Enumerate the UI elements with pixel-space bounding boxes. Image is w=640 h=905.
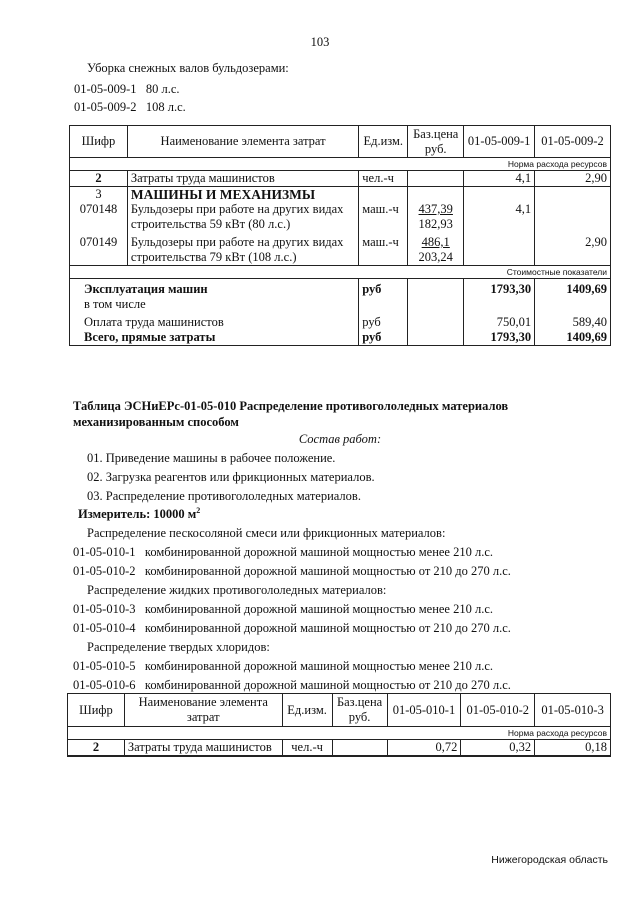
cell-v1: 0,72 bbox=[387, 740, 461, 757]
price-value: 437,39 bbox=[418, 202, 453, 216]
code-desc: комбинированной дорожной машиной мощностью от 210 до 270 л.с. bbox=[144, 621, 511, 635]
cell-v1: 1793,30 bbox=[464, 279, 535, 298]
header-shifr: Шифр bbox=[70, 126, 128, 158]
table-row bbox=[70, 171, 611, 187]
cell-v1: 4,1 bbox=[464, 202, 535, 232]
resource-table-1 bbox=[69, 125, 611, 346]
cell-shifr: 070148 bbox=[70, 202, 128, 232]
meter-sup: 2 bbox=[196, 506, 201, 515]
cell-name bbox=[127, 202, 358, 232]
header-unit: Ед.изм. bbox=[282, 694, 332, 727]
header-price bbox=[332, 694, 387, 727]
code: 01-05-010-5 bbox=[73, 659, 136, 673]
header-name-line1: Наименование элемента bbox=[138, 695, 268, 709]
cell-shifr: 3 bbox=[70, 187, 128, 203]
table-title-line1: Таблица ЭСНиЕРс-01-05-010 Распределение противогололедных материалов bbox=[73, 399, 509, 413]
cell-v1: 4,1 bbox=[464, 171, 535, 187]
cell-price bbox=[408, 232, 464, 266]
cell-shifr: 070149 bbox=[70, 232, 128, 266]
table-row bbox=[70, 297, 611, 312]
cell-unit: руб bbox=[359, 279, 408, 298]
work-step: 02. Загрузка реагентов или фрикционных материалов. bbox=[87, 470, 375, 484]
cell-name: Затраты труда машинистов bbox=[127, 171, 358, 187]
cell-shifr: 2 bbox=[70, 171, 128, 187]
work-step: 03. Распределение противогололедных материалов. bbox=[87, 489, 361, 503]
cell-unit: чел.-ч bbox=[282, 740, 332, 757]
header-name bbox=[124, 694, 282, 727]
norm-label: Норма расхода ресурсов bbox=[68, 727, 611, 740]
code: 01-05-010-6 bbox=[73, 678, 136, 692]
cell-v1: 750,01 bbox=[464, 312, 535, 330]
code-line bbox=[73, 621, 511, 636]
cell-v2: 1409,69 bbox=[535, 330, 611, 346]
cell-price bbox=[408, 202, 464, 232]
price-value: 182,93 bbox=[418, 217, 453, 231]
name-line2: строительства 79 кВт (108 л.с.) bbox=[130, 250, 297, 264]
code-line bbox=[74, 82, 180, 97]
group-title: Распределение твердых хлоридов: bbox=[87, 640, 270, 654]
name-line1: Бульдозеры при работе на других видах bbox=[130, 202, 344, 216]
cell-v3: 0,18 bbox=[535, 740, 611, 757]
table-row bbox=[70, 330, 611, 346]
cell-price bbox=[332, 740, 387, 757]
meter-text: Измеритель: 10000 м bbox=[78, 507, 197, 522]
work-step: 01. Приведение машины в рабочее положение. bbox=[87, 451, 336, 465]
code-desc: комбинированной дорожной машиной мощностью менее 210 л.с. bbox=[144, 659, 494, 673]
code: 01-05-010-3 bbox=[73, 602, 136, 616]
cell-price bbox=[408, 171, 464, 187]
table-row bbox=[70, 202, 611, 232]
cell-v2: 2,90 bbox=[535, 171, 611, 187]
code-desc: комбинированной дорожной машиной мощностью от 210 до 270 л.с. bbox=[144, 678, 511, 692]
cell-v2 bbox=[535, 202, 611, 232]
cell-v1 bbox=[464, 232, 535, 266]
code-desc: 80 л.с. bbox=[145, 82, 180, 96]
name-line1: Бульдозеры при работе на других видах bbox=[130, 235, 344, 249]
code-desc: комбинированной дорожной машиной мощностью менее 210 л.с. bbox=[144, 545, 494, 559]
price-value: 203,24 bbox=[418, 250, 453, 264]
header-unit: Ед.изм. bbox=[359, 126, 408, 158]
cell-unit: маш.-ч bbox=[359, 202, 408, 232]
group-title: Распределение пескосоляной смеси или фрикционных материалов: bbox=[87, 526, 446, 540]
cell-unit: маш.-ч bbox=[359, 232, 408, 266]
resource-table-2 bbox=[67, 693, 611, 757]
code-line bbox=[73, 545, 493, 560]
header-col1: 01-05-009-1 bbox=[464, 126, 535, 158]
header-price-line2: руб. bbox=[348, 710, 371, 724]
name-line2: строительства 59 кВт (80 л.с.) bbox=[130, 217, 291, 231]
header-shifr: Шифр bbox=[68, 694, 125, 727]
code-desc: комбинированной дорожной машиной мощностью менее 210 л.с. bbox=[144, 602, 494, 616]
header-col3: 01-05-010-3 bbox=[535, 694, 611, 727]
cell-name: Затраты труда машинистов bbox=[124, 740, 282, 757]
code: 01-05-010-4 bbox=[73, 621, 136, 635]
code-line bbox=[73, 564, 511, 579]
header-price bbox=[408, 126, 464, 158]
cell-v2: 1409,69 bbox=[535, 279, 611, 298]
cost-label: Стоимостные показатели bbox=[70, 266, 611, 279]
header-name-line2: затрат bbox=[186, 710, 220, 724]
code: 01-05-009-2 bbox=[74, 100, 137, 114]
code-line bbox=[73, 659, 493, 674]
section1-heading: Уборка снежных валов бульдозерами: bbox=[87, 61, 289, 75]
header-name: Наименование элемента затрат bbox=[127, 126, 358, 158]
page-number: 103 bbox=[310, 35, 330, 49]
footer-region: Нижегородская область bbox=[491, 854, 608, 866]
code-line bbox=[73, 602, 493, 617]
group-title: Распределение жидких противогололедных материалов: bbox=[87, 583, 387, 597]
cell-unit: чел.-ч bbox=[359, 171, 408, 187]
cell-name: Оплата труда машинистов bbox=[70, 312, 359, 330]
header-price-line1: Баз.цена bbox=[413, 126, 459, 141]
cell-v1: 1793,30 bbox=[464, 330, 535, 346]
code-desc: 108 л.с. bbox=[145, 100, 186, 114]
cell-name: Всего, прямые затраты bbox=[70, 330, 359, 346]
code: 01-05-010-1 bbox=[73, 545, 136, 559]
table-row bbox=[70, 279, 611, 298]
table-row bbox=[68, 740, 611, 757]
code-line bbox=[73, 678, 511, 693]
table-title-line2: механизированным способом bbox=[73, 415, 239, 429]
header-col2: 01-05-009-2 bbox=[535, 126, 611, 158]
code: 01-05-010-2 bbox=[73, 564, 136, 578]
price-value: 486,1 bbox=[421, 235, 450, 249]
work-composition-title: Состав работ: bbox=[298, 432, 382, 446]
code: 01-05-009-1 bbox=[74, 82, 137, 96]
meter-label bbox=[78, 506, 200, 522]
cell-name: МАШИНЫ И МЕХАНИЗМЫ bbox=[127, 187, 358, 203]
cell-v2: 0,32 bbox=[461, 740, 535, 757]
header-col1: 01-05-010-1 bbox=[387, 694, 461, 727]
header-col2: 01-05-010-2 bbox=[461, 694, 535, 727]
table-row bbox=[70, 187, 611, 203]
header-price-line1: Баз.цена bbox=[336, 695, 383, 709]
cell-v2: 589,40 bbox=[535, 312, 611, 330]
cell-unit: руб bbox=[359, 312, 408, 330]
norm-label: Норма расхода ресурсов bbox=[70, 158, 611, 171]
cell-name: в том числе bbox=[70, 297, 359, 312]
table-row bbox=[70, 312, 611, 330]
cell-shifr: 2 bbox=[68, 740, 125, 757]
cell-unit: руб bbox=[359, 330, 408, 346]
header-price-line2: руб. bbox=[424, 141, 447, 156]
cell-v2: 2,90 bbox=[535, 232, 611, 266]
table-row bbox=[70, 232, 611, 266]
cell-name: Эксплуатация машин bbox=[70, 279, 359, 298]
cell-name bbox=[127, 232, 358, 266]
code-line bbox=[74, 100, 186, 115]
code-desc: комбинированной дорожной машиной мощностью от 210 до 270 л.с. bbox=[144, 564, 511, 578]
